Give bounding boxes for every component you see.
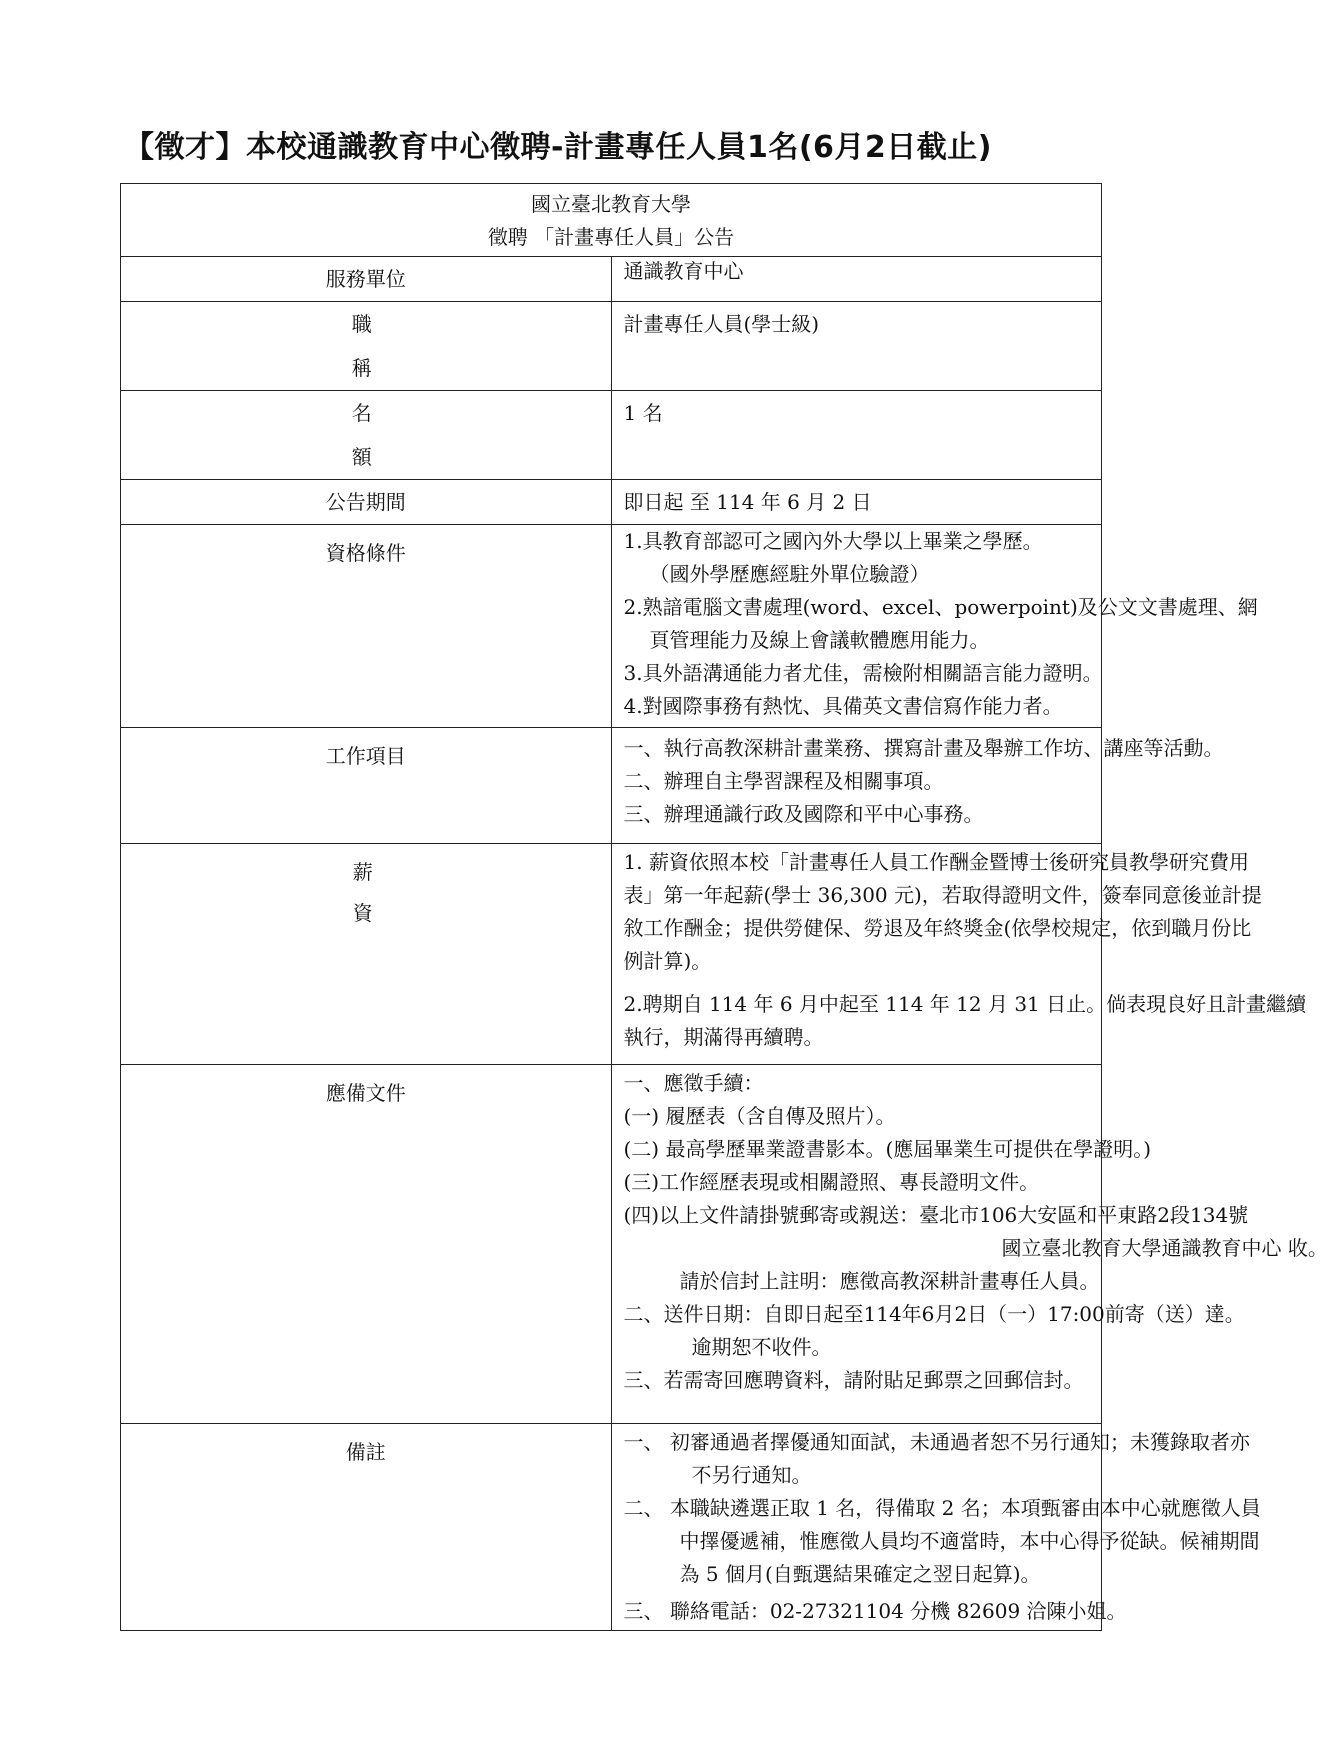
label-documents: 應備文件 (121, 1065, 612, 1424)
list-item: 例計算)。 (623, 949, 712, 973)
list-item: 二、辦理自主學習課程及相關事項。 (623, 769, 944, 793)
row-duties (121, 728, 1102, 844)
row-remarks (121, 1424, 1102, 1631)
list-item: 1.具教育部認可之國內外大學以上畢業之學歷。 (623, 529, 1043, 553)
list-item: (三)工作經歷表現或相關證照、專長證明文件。 (623, 1170, 1040, 1194)
announcement-table (120, 183, 1328, 1631)
label-salary: 薪 資 (121, 844, 612, 1065)
page-title: 【徵才】本校通識教育中心徵聘-計畫專任人員1名(6月2日截止) (124, 130, 992, 165)
label-position: 職 稱 (121, 302, 612, 391)
header-row (121, 184, 1102, 257)
announcement-title: 徵聘 「計畫專任人員」公告 (487, 225, 735, 249)
label-unit: 服務單位 (121, 257, 612, 302)
list-item: 為 5 個月(自甄選結果確定之翌日起算)。 (679, 1562, 1041, 1586)
value-salary (611, 844, 1307, 1065)
list-item: 中擇優遞補，惟應徵人員均不適當時，本中心得予從缺。候補期間 (679, 1529, 1260, 1553)
value-unit: 通識教育中心 (611, 257, 1102, 302)
label-quota: 名 額 (121, 391, 612, 480)
value-documents (611, 1065, 1328, 1424)
list-item: (四)以上文件請掛號郵寄或親送：臺北市106大安區和平東路2段134號 (623, 1203, 1249, 1227)
list-item: 4.對國際事務有熱忱、具備英文書信寫作能力者。 (623, 694, 1063, 718)
row-position (121, 302, 1102, 391)
list-item: 3.具外語溝通能力者尤佳，需檢附相關語言能力證明。 (623, 661, 1103, 685)
row-documents (121, 1065, 1102, 1424)
list-item: 執行，期滿得再續聘。 (623, 1025, 824, 1049)
list-item: 不另行通知。 (691, 1463, 812, 1487)
university-name: 國立臺北教育大學 (531, 192, 691, 216)
list-item: 敘工作酬金；提供勞健保、勞退及年終獎金(依學校規定，依到職月份比 (623, 916, 1252, 940)
row-quota (121, 391, 1102, 480)
value-position: 計畫專任人員(學士級) (611, 302, 1102, 391)
label-remarks: 備註 (121, 1424, 612, 1631)
list-item: 2.聘期自 114 年 6 月中起至 114 年 12 月 31 日止。倘表現良好且計畫繼續 (623, 992, 1307, 1016)
value-duties (611, 728, 1224, 844)
list-item: 頁管理能力及線上會議軟體應用能力。 (649, 628, 990, 652)
list-item: (二) 最高學歷畢業證書影本。(應屆畢業生可提供在學證明。) (623, 1137, 1152, 1161)
value-quota: 1 名 (611, 391, 1102, 480)
value-qualifications (611, 525, 1258, 728)
list-item: （國外學歷應經駐外單位驗證） (649, 562, 930, 586)
list-item: 逾期恕不收件。 (691, 1335, 832, 1359)
list-item: 2.熟諳電腦文書處理(word、excel、powerpoint)及公文文書處理、網 (623, 595, 1258, 619)
list-item: 一、執行高教深耕計畫業務、撰寫計畫及舉辦工作坊、講座等活動。 (623, 736, 1224, 760)
row-salary (121, 844, 1102, 1065)
list-item: 三、辦理通識行政及國際和平中心事務。 (623, 802, 984, 826)
value-period: 即日起 至 114 年 6 月 2 日 (611, 480, 1102, 525)
list-item: 一、 初審通過者擇優通知面試，未通過者恕不另行通知；未獲錄取者亦 (623, 1430, 1250, 1454)
value-remarks (611, 1424, 1261, 1631)
list-item: (一) 履歷表（含自傳及照片）。 (623, 1104, 896, 1128)
label-qualifications: 資格條件 (121, 525, 612, 728)
label-period: 公告期間 (121, 480, 612, 525)
list-item: 表」第一年起薪(學士 36,300 元)，若取得證明文件，簽奉同意後並計提 (623, 883, 1262, 907)
label-duties: 工作項目 (121, 728, 612, 844)
row-unit (121, 257, 1102, 302)
list-item: 1. 薪資依照本校「計畫專任人員工作酬金暨博士後研究員教學研究費用 (623, 850, 1249, 874)
list-item: 請於信封上註明：應徵高教深耕計畫專任人員。 (679, 1269, 1100, 1293)
list-item: 國立臺北教育大學通識教育中心 收。 (1001, 1236, 1328, 1260)
row-period (121, 480, 1102, 525)
list-item: 三、 聯絡電話：02-27321104 分機 82609 洽陳小姐。 (623, 1599, 1127, 1623)
table-header (121, 184, 1102, 257)
list-item: 三、若需寄回應聘資料，請附貼足郵票之回郵信封。 (623, 1368, 1084, 1392)
row-qualifications (121, 525, 1102, 728)
list-item: 二、送件日期：自即日起至114年6月2日（一）17:00前寄（送）達。 (623, 1302, 1245, 1326)
list-item: 二、 本職缺遴選正取 1 名，得備取 2 名；本項甄審由本中心就應徵人員 (623, 1496, 1261, 1520)
list-item: 一、應徵手續： (623, 1071, 764, 1095)
